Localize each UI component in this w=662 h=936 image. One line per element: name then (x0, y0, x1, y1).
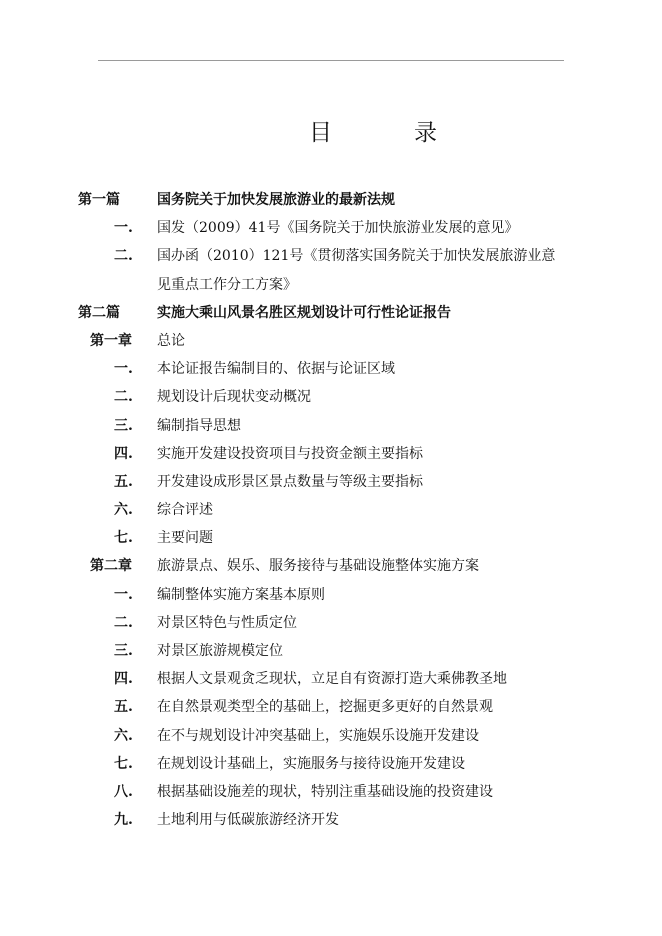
toc-section[interactable] (0, 722, 662, 750)
header-rule (98, 60, 564, 61)
toc-entry-number: 一. (114, 361, 133, 378)
toc-entry-number: 第一篇 (78, 192, 120, 208)
title-char-lu: 录 (414, 120, 437, 146)
toc-chapter[interactable] (0, 552, 662, 580)
toc-section[interactable] (0, 581, 662, 609)
toc-section[interactable] (0, 383, 662, 411)
toc-section[interactable] (0, 496, 662, 524)
toc-entry-title: 在自然景观类型全的基础上，挖掘更多更好的自然景观 (157, 699, 493, 716)
toc-section[interactable] (0, 440, 662, 468)
toc-entry-title: 编制指导思想 (157, 417, 241, 434)
toc-section[interactable] (0, 609, 662, 637)
toc-continuation[interactable] (0, 271, 662, 299)
toc-entry-number: 六. (114, 502, 133, 519)
toc-section[interactable] (0, 637, 662, 665)
toc-entry-title: 根据基础设施差的现状，特别注重基础设施的投资建设 (157, 783, 493, 800)
toc-entry-title: 国发（2009）41号《国务院关于加快旅游业发展的意见》 (157, 220, 519, 237)
toc-section[interactable] (0, 355, 662, 383)
toc-entry-number: 三. (114, 643, 133, 659)
toc-entry-number: 九. (114, 812, 133, 829)
toc-entry-number: 七. (114, 755, 133, 772)
toc-entry-number: 七. (114, 530, 133, 547)
toc-entry-title: 本论证报告编制目的、依据与论证区域 (157, 361, 395, 378)
toc-entry-title: 规划设计后现状变动概况 (157, 389, 311, 406)
toc-entry-title: 在规划设计基础上，实施服务与接待设施开发建设 (157, 755, 465, 772)
toc-entry-number: 第二篇 (78, 304, 120, 321)
toc-entry-title: 国办函（2010）121号《贯彻落实国务院关于加快发展旅游业意 (157, 248, 556, 265)
toc-entry-title: 主要问题 (157, 530, 213, 547)
toc-section[interactable] (0, 778, 662, 806)
title-char-mu: 目 (309, 120, 332, 146)
toc-section[interactable] (0, 693, 662, 721)
toc-entry-title: 开发建设成形景区景点数量与等级主要指标 (157, 473, 423, 490)
toc-entry-number: 第一章 (90, 332, 132, 349)
toc-entry-number: 二. (114, 614, 133, 631)
toc-entry-title: 对景区旅游规模定位 (157, 643, 283, 659)
toc-entry-number: 二. (114, 248, 133, 265)
toc-entry-title: 根据人文景观贪乏现状，立足自有资源打造大乘佛教圣地 (157, 671, 507, 688)
toc-entry-title: 在不与规划设计冲突基础上，实施娱乐设施开发建设 (157, 727, 479, 744)
toc-entry-title: 实施大乘山风景名胜区规划设计可行性论证报告 (157, 304, 451, 321)
toc-section[interactable] (0, 665, 662, 693)
toc-entry-number: 五. (114, 699, 133, 716)
toc-chapter[interactable] (0, 327, 662, 355)
toc-entry-number: 五. (114, 473, 133, 490)
toc-entry-title: 实施开发建设投资项目与投资金额主要指标 (157, 445, 423, 462)
toc-entry-title: 旅游景点、娱乐、服务接待与基础设施整体实施方案 (157, 558, 479, 575)
toc-entry-title: 见重点工作分工方案》 (157, 276, 297, 293)
toc-entry-number: 八. (114, 783, 133, 800)
toc-entry-title: 土地利用与低碳旅游经济开发 (157, 812, 339, 829)
toc-section[interactable] (0, 750, 662, 778)
toc-section[interactable] (0, 468, 662, 496)
toc-section[interactable] (0, 524, 662, 552)
toc-entry-title: 编制整体实施方案基本原则 (157, 586, 325, 603)
toc-entry-number: 六. (114, 727, 133, 744)
toc-entry-number: 四. (114, 445, 133, 462)
toc-entry-title: 国务院关于加快发展旅游业的最新法规 (157, 192, 395, 208)
toc-entry-title: 综合评述 (157, 502, 213, 519)
toc-section[interactable] (0, 806, 662, 834)
toc-section[interactable] (0, 242, 662, 270)
toc-entry-title: 总论 (157, 332, 185, 349)
toc-entry-number: 三. (114, 417, 133, 434)
page-title (0, 118, 662, 154)
toc-part[interactable] (0, 299, 662, 327)
toc-entry-number: 一. (114, 586, 133, 603)
toc-entry-number: 一. (114, 220, 133, 237)
toc-entry-number: 第二章 (90, 558, 132, 575)
toc-section[interactable] (0, 214, 662, 242)
table-of-contents (0, 186, 662, 834)
toc-entry-number: 四. (114, 671, 133, 688)
toc-entry-number: 二. (114, 389, 133, 406)
toc-entry-title: 对景区特色与性质定位 (157, 614, 297, 631)
toc-section[interactable] (0, 412, 662, 440)
toc-part[interactable] (0, 186, 662, 214)
